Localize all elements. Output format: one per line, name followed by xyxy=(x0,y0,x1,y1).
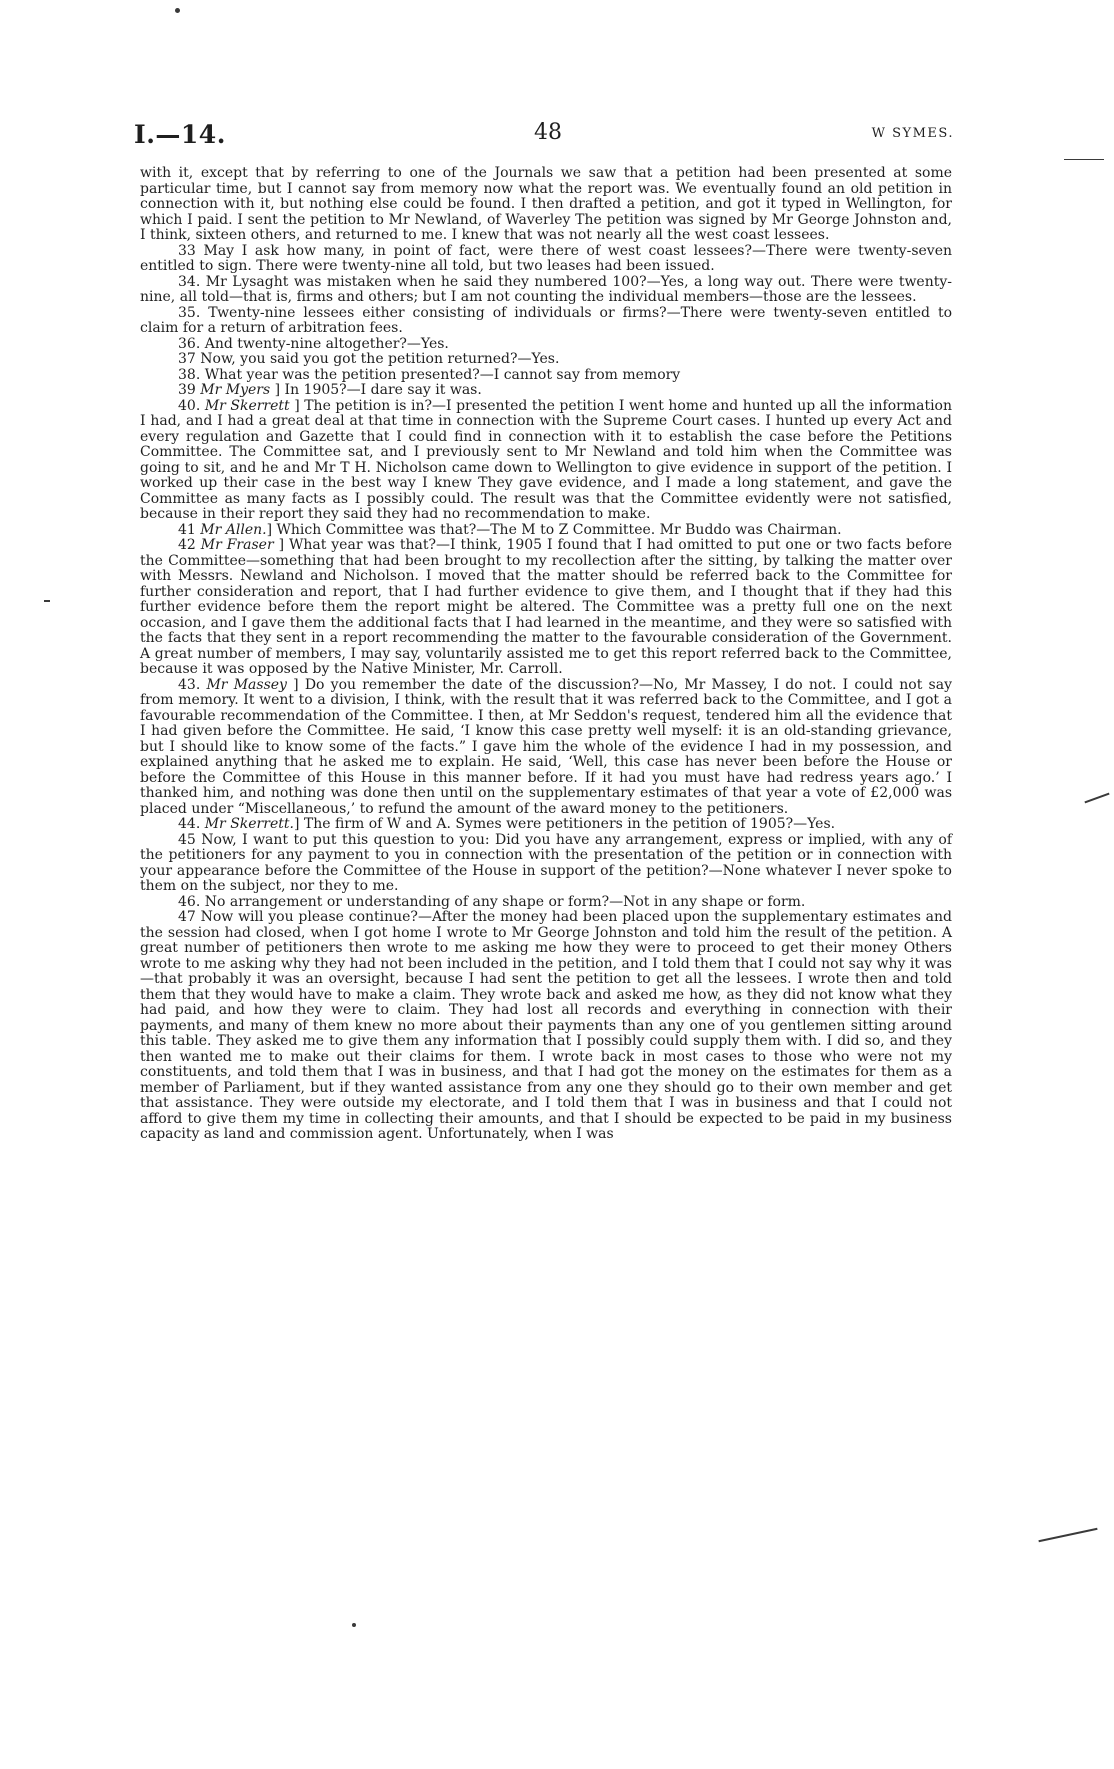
speaker-name: Mr Allen. xyxy=(200,521,267,538)
ink-speck-bottom xyxy=(352,1623,356,1627)
question-number: 47 xyxy=(178,909,196,925)
question-number: 33 xyxy=(178,242,196,259)
question-number: 38. xyxy=(178,366,201,383)
paragraph: 42 Mr Fraser ] What year was that?—I think, 1905 I found that I had omitted to put one or two facts before the Committee—something that had been brought to my recollection after the sitting, by talking the matter over with Messrs. Newland and Nicholson. I moved that the matter should be referred back to the Committee for further consideration and report, that I had further evidence to give them, and I thought that if they had this further evidence before them the report might be altered. The Committee was a pretty full one on the next occasion, and I gave them the additional facts that I had learned in the meantime, and they were so satisfied with the facts that they sent in a report recommending the matter to the favourable consideration of the Government. A great number of members, I may say, voluntarily assisted me to get this report referred back to the Committee, because it was opposed by the Native Minister, Mr. Carroll. xyxy=(140,537,953,677)
document-body xyxy=(140,166,952,1143)
paragraph: 36. And twenty-nine altogether?—Yes. xyxy=(178,335,449,352)
paragraph: 44. Mr Skerrett.] The firm of W and A. Symes were petitioners in the petition of 1905?—Yes. xyxy=(178,816,836,832)
paragraph: 39 Mr Myers ] In 1905?—I dare say it was. xyxy=(178,382,482,398)
speaker-name: Mr Fraser xyxy=(200,537,274,553)
paragraph: 46. No arrangement or understanding of any shape or form?—Not in any shape or form. xyxy=(178,893,806,910)
question-number: 41 xyxy=(178,521,196,538)
speaker-name: Mr Skerrett xyxy=(204,397,290,414)
paragraph: 43. Mr Massey ] Do you remember the date of the discussion?—No, Mr Massey, I do not. I could not say from memory. It went to a division, I think, with the result that it was referred back to the Committee, and I got a favourable recommendation of the Committee. I then, at Mr Seddon's request, tendered him all the evidence that I had given before the Committee. He said, ‘I know this case pretty well myself: it is an old-standing grievance, but I should like to know some of the facts.” I gave him the whole of the evidence I had in my possession, and explained anything that he asked me to explain. He said, ‘Well, this case has never been before the House or before the Committee of this House in this manner before. If it had you must have had redress years ago.’ I thanked him, and nothing was done then until on the supplementary estimates of that year a vote of £2,000 was placed under “Miscellaneous,’ to refund the amount of the award money to the petitioners. xyxy=(140,676,952,817)
margin-mark-left xyxy=(44,600,50,602)
question-number: 35. xyxy=(178,304,201,321)
question-number: 43. xyxy=(178,676,201,693)
page-header xyxy=(134,120,954,150)
paragraph: 45 Now, I want to put this question to you: Did you have any arrangement, express or implied, with any of the petitioners for any payment to you in connection with the presentation of the petition or in connection with your appearance before the Committee of the House in support of the petition?—None whatever I never spoke to them on the subject, nor they to me. xyxy=(140,831,952,894)
question-number: 36. xyxy=(178,335,201,352)
question-number: 44. xyxy=(178,816,201,832)
margin-mark-right-1 xyxy=(1064,159,1104,160)
margin-mark-right-2 xyxy=(1084,793,1109,804)
paragraph: 33 May I ask how many, in point of fact, were there of west coast lessees?—There were twenty-seven entitled to sign. There were twenty-nine all told, but two leases had been issued. xyxy=(140,242,952,274)
margin-mark-right-3 xyxy=(1038,1528,1097,1542)
paragraph: with it, except that by referring to one of the Journals we saw that a petition had been presented at some particular time, but I cannot say from memory now what the report was. We eventually found an old petition in connection with it, but nothing else could be found. I then drafted a petition, and got it typed in Wellington, for which I paid. I sent the petition to Mr Newland, of Waverley The petition was signed by Mr George Johnston and, I think, sixteen others, and returned to me. I knew that was not nearly all the west coast lessees. xyxy=(140,165,952,243)
question-number: 39 xyxy=(178,382,196,398)
question-number: 46. xyxy=(178,893,201,910)
question-number: 37 xyxy=(178,351,196,367)
question-number: 40. xyxy=(178,397,201,414)
question-number: 45 xyxy=(178,831,196,848)
speaker-name: Mr Myers xyxy=(200,382,271,398)
paragraph: 47 Now will you please continue?—After the money had been placed upon the supplementary estimates and the session had closed, when I got home I wrote to Mr George Johnston and told him the result of the petition. A great number of petitioners then wrote to me asking me how they were to proceed to get their money Others wrote to me asking why they had not been included in the petition, and I told them that I could not say why it was—that probably it was an oversight, because I had sent the petition to get all the lessees. I wrote then and told them that they would have to make a claim. They wrote back and asked me how, as they did not know what they had paid, and how they were to claim. They had lost all records and everything in connection with their payments, and many of them knew no more about their payments than any one of you gentlemen sitting around this table. They asked me to give them any information that I possibly could supply them with. I did so, and they then wanted me to make out their claims for them. I wrote back in most cases to those who were not my constituents, and told them that I was in business, and that I had got the money on the estimates for them as a member of Parliament, but if they wanted assistance from any one they should go to their own member and get that assistance. They were outside my electorate, and I told them that I was in business and that I could not afford to give them my time in collecting their amounts, and that I should be expected to be paid in my business capacity as land and commission agent. Unfortunately, when I was xyxy=(140,909,952,1142)
speaker-name: Mr Massey xyxy=(206,676,287,693)
witness-name: W SYMES. xyxy=(871,126,954,141)
paper-reference: I.—14. xyxy=(134,120,226,149)
paragraph: 35. Twenty-nine lessees either consisting of individuals or firms?—There were twenty-seven entitled to claim for a return of arbitration fees. xyxy=(140,304,952,336)
question-number: 34. xyxy=(178,273,201,290)
paragraph: 38. What year was the petition presented?—I cannot say from memory xyxy=(178,366,681,383)
paragraph: 40. Mr Skerrett ] The petition is in?—I presented the petition I went home and hunted up all the information I had, and I had a great deal at that time in connection with the Supreme Court cases. I hunted up every Act and every regulation and Gazette that I could find in connection with it to establish the case before the Petitions Committee. The Committee sat, and I previously sent to Mr Newland and told him when the Committee was going to sit, and he and Mr T H. Nicholson came down to Wellington to give evidence in support of the petition. I worked up their case in the best way I knew They gave evidence, and I made a long statement, and gave the Committee as many facts as I possibly could. The result was that the Committee evidently were not satisfied, because in their report they said they had no recommendation to make. xyxy=(140,397,953,522)
speaker-name: Mr Skerrett. xyxy=(204,816,294,832)
paragraph: 41 Mr Allen.] Which Committee was that?—The M to Z Committee. Mr Buddo was Chairman. xyxy=(178,521,842,538)
question-number: 42 xyxy=(178,537,196,553)
ink-speck-top xyxy=(175,8,180,13)
paragraph: 34. Mr Lysaght was mistaken when he said they numbered 100?—Yes, a long way out. There were twenty-nine, all told—that is, firms and others; but I am not counting the individual members—those are the lessees. xyxy=(140,273,953,305)
paragraph: 37 Now, you said you got the petition returned?—Yes. xyxy=(178,351,560,367)
page-number: 48 xyxy=(534,120,562,145)
